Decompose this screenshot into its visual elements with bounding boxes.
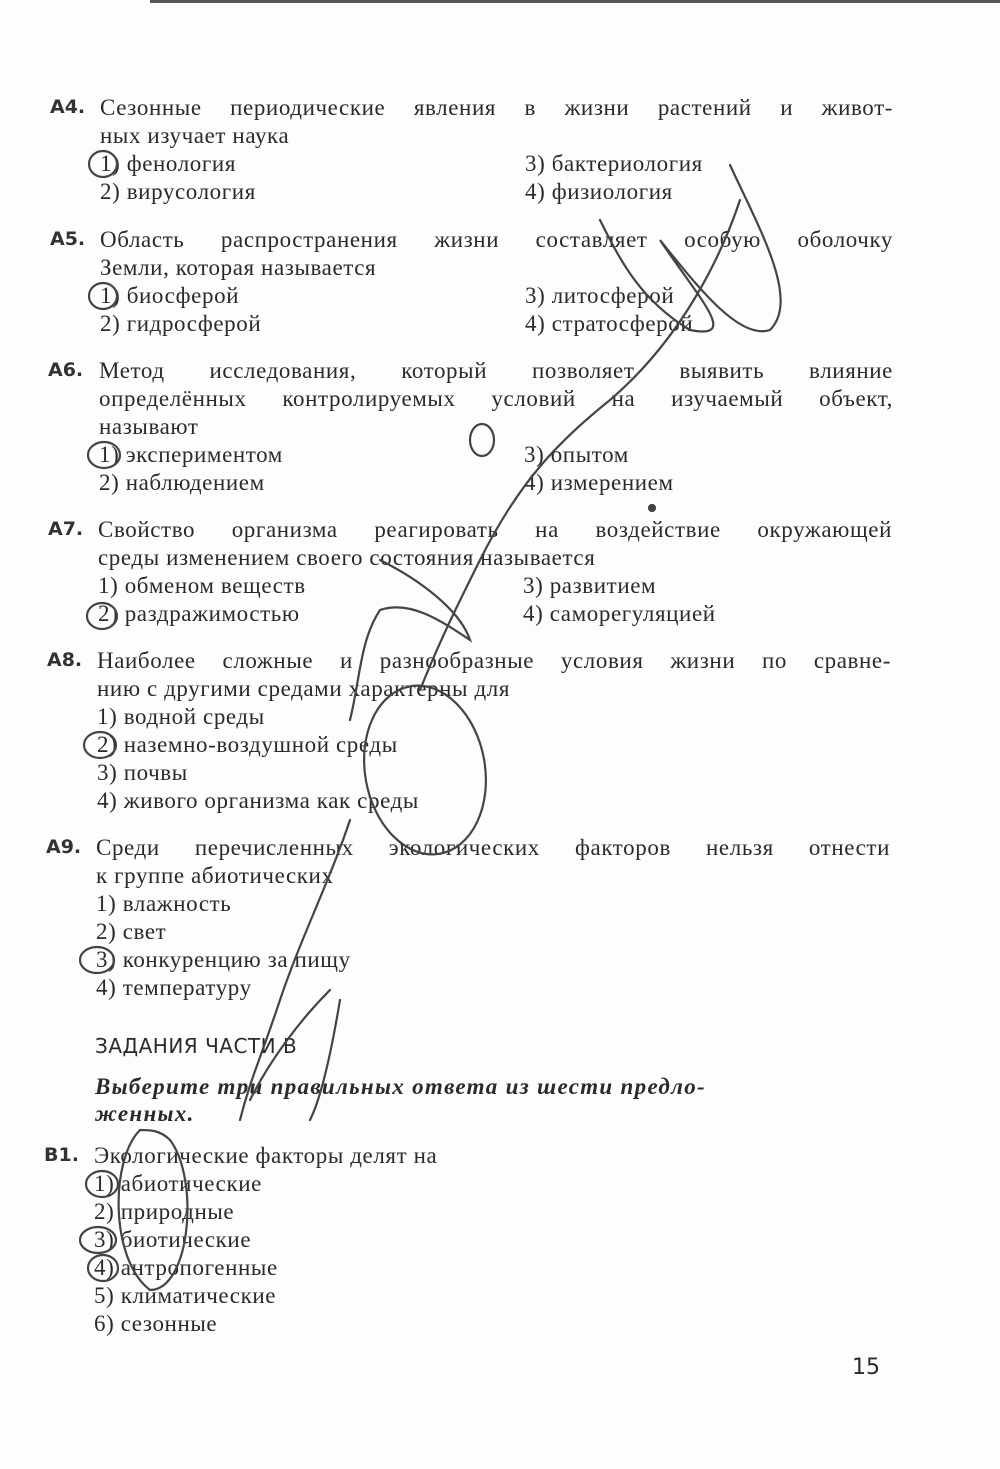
page-number: 15 (852, 1355, 880, 1380)
option: 3) опытом (524, 442, 629, 467)
question-text: называют (99, 414, 199, 439)
option: 1) водной среды (97, 704, 265, 729)
option: 4) антропогенные (94, 1255, 278, 1280)
option: 4) саморегуляцией (523, 601, 716, 626)
question-label: A8. (47, 649, 83, 671)
question-label: A4. (50, 96, 86, 118)
question-text: Свойство организма реагировать на воздействие окружающей (98, 517, 892, 542)
question-label: A7. (48, 518, 84, 540)
option: 6) сезонные (94, 1311, 218, 1336)
question-text: определённых контролируемых условий на изучаемый объект, (99, 386, 893, 411)
option: 1) абиотические (94, 1171, 262, 1196)
option: 1) фенология (100, 151, 237, 176)
option: 2) свет (96, 919, 167, 944)
option: 2) раздражимостью (98, 601, 300, 626)
question-label: A6. (48, 359, 84, 381)
question-text: Сезонные периодические явления в жизни растений и живот- (100, 95, 893, 120)
option: 2) наземно-воздушной среды (97, 732, 398, 757)
question-label: A9. (46, 836, 82, 858)
option: 5) климатические (94, 1283, 277, 1308)
question-text: Метод исследования, который позволяет выявить влияние (99, 358, 893, 383)
section-title: ЗАДАНИЯ ЧАСТИ В (95, 1034, 298, 1058)
option: 3) развитием (523, 573, 657, 598)
question-label: B1. (44, 1144, 79, 1166)
option: 2) гидросферой (100, 311, 262, 336)
question-text: нию с другими средами характерны для (97, 676, 511, 701)
option: 3) бактериология (525, 151, 703, 176)
option: 2) наблюдением (99, 470, 265, 495)
option: 1) обменом веществ (98, 573, 306, 598)
question-text: к группе абиотических (96, 863, 334, 888)
question-text: ных изучает наука (100, 123, 290, 148)
scan-edge-line (150, 0, 1000, 3)
option: 1) влажность (96, 891, 232, 916)
option: 2) природные (94, 1199, 235, 1224)
ink-dot (649, 505, 655, 511)
option: 1) экспериментом (99, 442, 283, 467)
question-label: A5. (50, 228, 86, 250)
option: 4) измерением (524, 470, 674, 495)
instruction: женных. (95, 1101, 195, 1126)
option: 4) температуру (96, 975, 252, 1000)
question-text: Среди перечисленных экологических факторов нельзя отнести (96, 835, 890, 860)
option: 1) биосферой (100, 283, 240, 308)
option: 4) живого организма как среды (97, 788, 419, 813)
option: 3) литосферой (525, 283, 675, 308)
option: 4) стратосферой (525, 311, 694, 336)
option: 2) вирусология (100, 179, 256, 204)
question-text: Земли, которая называется (100, 255, 377, 280)
option: 3) конкуренцию за пищу (96, 947, 351, 972)
handwritten-letter-o (470, 424, 494, 456)
question-text: Наиболее сложные и разнообразные условия жизни по сравне- (97, 648, 891, 673)
question-text: Экологические факторы делят на (94, 1143, 438, 1168)
question-text: Область распространения жизни составляет особую оболочку (100, 227, 893, 252)
option: 3) биотические (94, 1227, 252, 1252)
instruction: Выберите три правильных ответа из шести предло- (95, 1074, 706, 1099)
question-text: среды изменением своего состояния называется (98, 545, 596, 570)
option: 4) физиология (525, 179, 673, 204)
option: 3) почвы (97, 760, 188, 785)
